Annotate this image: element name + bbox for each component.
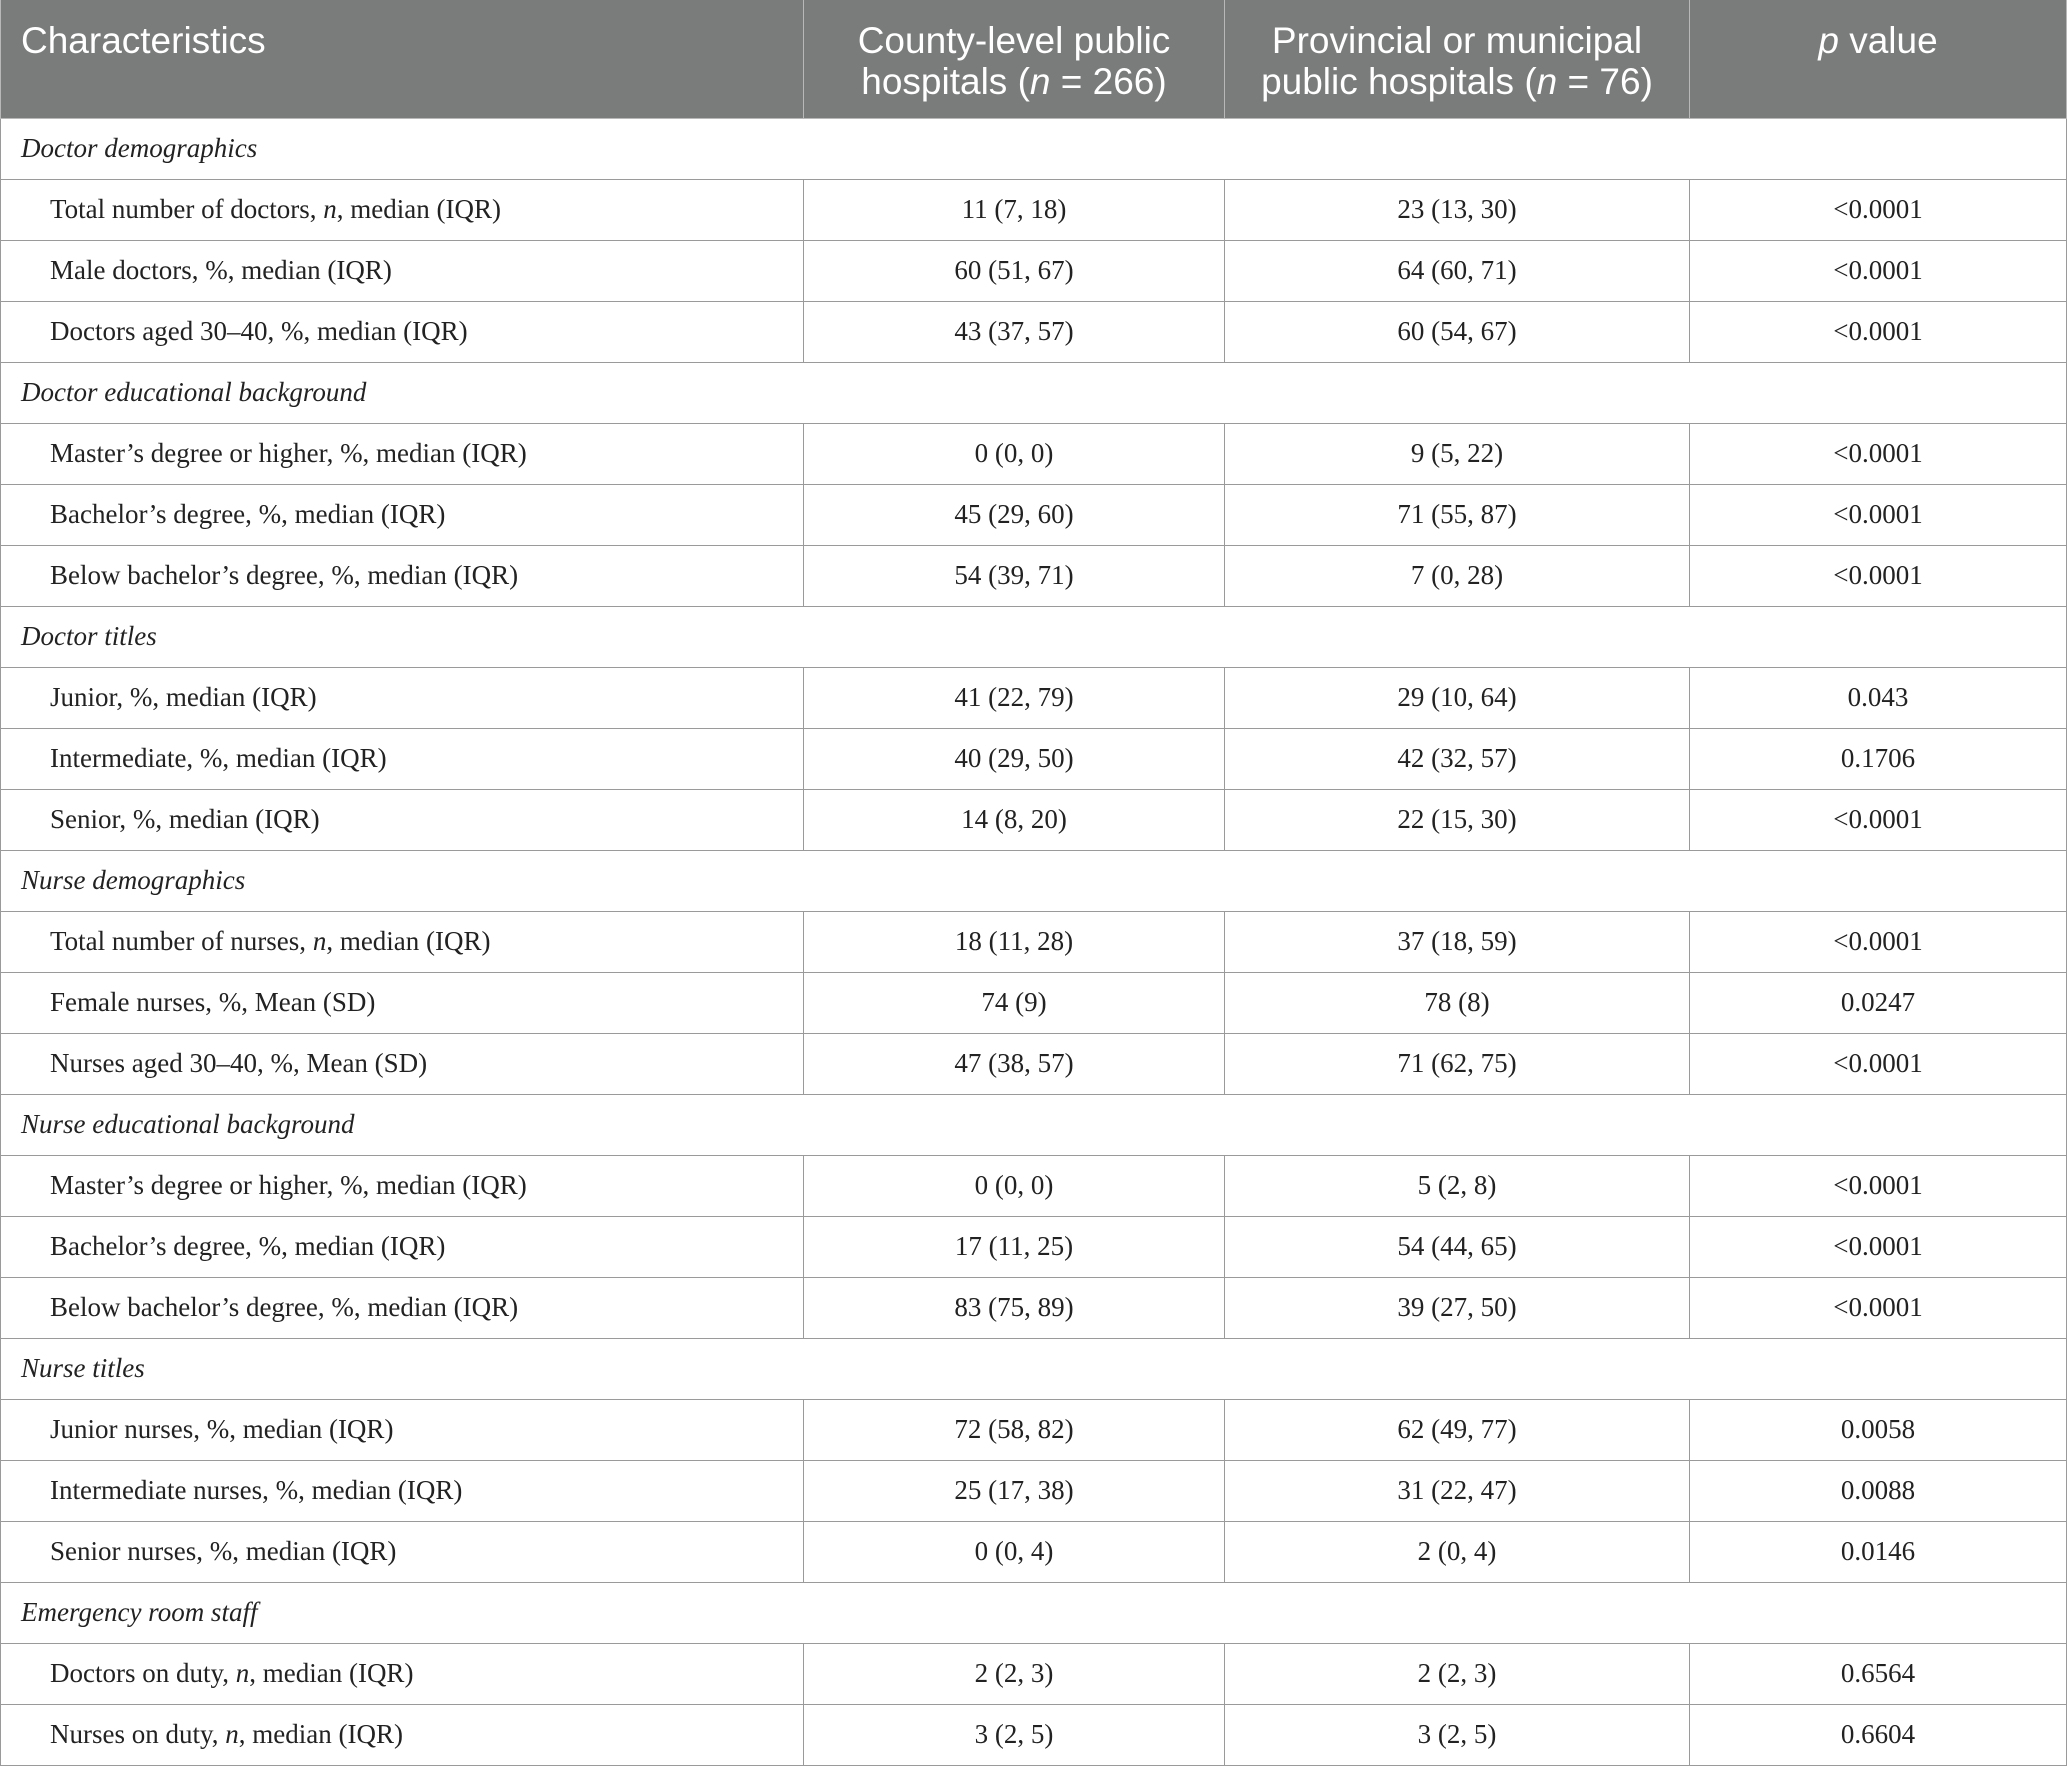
- row-label-text: Senior nurses, %, median (IQR): [50, 1536, 397, 1566]
- p-value: <0.0001: [1690, 1033, 2067, 1094]
- row-label: [1, 1216, 804, 1277]
- section-title: Nurse demographics: [1, 850, 2067, 911]
- county-value: 40 (29, 50): [804, 728, 1225, 789]
- county-value: 60 (51, 67): [804, 240, 1225, 301]
- p-value: <0.0001: [1690, 240, 2067, 301]
- p-value: 0.043: [1690, 667, 2067, 728]
- row-label-italic: n: [312, 926, 327, 956]
- table-row: [1, 789, 2067, 850]
- section-row: [1, 118, 2067, 179]
- section-title: Doctor educational background: [1, 362, 2067, 423]
- county-value: 54 (39, 71): [804, 545, 1225, 606]
- row-label-text: Junior, %, median (IQR): [50, 682, 317, 712]
- provincial-value: 5 (2, 8): [1225, 1155, 1690, 1216]
- provincial-value: 2 (2, 3): [1225, 1643, 1690, 1704]
- row-label-suffix: , median (IQR): [326, 926, 491, 956]
- county-value: 2 (2, 3): [804, 1643, 1225, 1704]
- section-row: [1, 362, 2067, 423]
- p-value: <0.0001: [1690, 545, 2067, 606]
- table-row: [1, 423, 2067, 484]
- row-label-text: Master’s degree or higher, %, median (IQR): [50, 1170, 527, 1200]
- county-value: 3 (2, 5): [804, 1704, 1225, 1765]
- row-label-text: Senior, %, median (IQR): [50, 804, 320, 834]
- row-label: [1, 728, 804, 789]
- section-row: [1, 850, 2067, 911]
- section-row: [1, 1094, 2067, 1155]
- row-label-text: Intermediate nurses, %, median (IQR): [50, 1475, 463, 1505]
- p-value: 0.6564: [1690, 1643, 2067, 1704]
- row-label-text: Junior nurses, %, median (IQR): [50, 1414, 394, 1444]
- row-label-text: Bachelor’s degree, %, median (IQR): [50, 1231, 446, 1261]
- county-value: 0 (0, 4): [804, 1521, 1225, 1582]
- row-label-text: Master’s degree or higher, %, median (IQR): [50, 438, 527, 468]
- county-value: 0 (0, 0): [804, 1155, 1225, 1216]
- row-label: [1, 484, 804, 545]
- row-label: [1, 667, 804, 728]
- row-label-italic: n: [235, 1658, 250, 1688]
- row-label-italic: n: [323, 194, 337, 224]
- county-value: 47 (38, 57): [804, 1033, 1225, 1094]
- row-label: [1, 423, 804, 484]
- section-row: [1, 1582, 2067, 1643]
- row-label: [1, 911, 804, 972]
- row-label-text: Female nurses, %, Mean (SD): [50, 987, 376, 1017]
- row-label-text: Below bachelor’s degree, %, median (IQR): [50, 1292, 519, 1322]
- p-value: <0.0001: [1690, 1216, 2067, 1277]
- table-row: [1, 667, 2067, 728]
- row-label: [1, 179, 804, 240]
- header-characteristics: Characteristics: [1, 0, 804, 118]
- row-label: [1, 1399, 804, 1460]
- table-header: [1, 0, 2067, 118]
- provincial-value: 7 (0, 28): [1225, 545, 1690, 606]
- provincial-value: 3 (2, 5): [1225, 1704, 1690, 1765]
- county-value: 25 (17, 38): [804, 1460, 1225, 1521]
- provincial-value: 22 (15, 30): [1225, 789, 1690, 850]
- table-row: [1, 484, 2067, 545]
- provincial-value: 23 (13, 30): [1225, 179, 1690, 240]
- provincial-value: 39 (27, 50): [1225, 1277, 1690, 1338]
- table-row: [1, 1033, 2067, 1094]
- p-value: <0.0001: [1690, 423, 2067, 484]
- section-row: [1, 606, 2067, 667]
- p-value: <0.0001: [1690, 301, 2067, 362]
- table-row: [1, 179, 2067, 240]
- county-value: 18 (11, 28): [804, 911, 1225, 972]
- row-label: [1, 1460, 804, 1521]
- table-body: [1, 118, 2067, 1765]
- table-row: [1, 545, 2067, 606]
- provincial-value: 29 (10, 64): [1225, 667, 1690, 728]
- row-label: [1, 972, 804, 1033]
- county-value: 45 (29, 60): [804, 484, 1225, 545]
- section-title: Nurse educational background: [1, 1094, 2067, 1155]
- row-label: [1, 1521, 804, 1582]
- p-value: 0.0247: [1690, 972, 2067, 1033]
- p-value: <0.0001: [1690, 911, 2067, 972]
- row-label: [1, 545, 804, 606]
- table-row: [1, 728, 2067, 789]
- county-value: 83 (75, 89): [804, 1277, 1225, 1338]
- county-value: 72 (58, 82): [804, 1399, 1225, 1460]
- provincial-value: 42 (32, 57): [1225, 728, 1690, 789]
- row-label-text: Nurses on duty,: [50, 1719, 226, 1749]
- table-row: [1, 240, 2067, 301]
- county-value: 0 (0, 0): [804, 423, 1225, 484]
- p-value: 0.6604: [1690, 1704, 2067, 1765]
- p-value: <0.0001: [1690, 1277, 2067, 1338]
- row-label-text: Below bachelor’s degree, %, median (IQR): [50, 560, 519, 590]
- row-label: [1, 789, 804, 850]
- county-value: 14 (8, 20): [804, 789, 1225, 850]
- row-label-text: Bachelor’s degree, %, median (IQR): [50, 499, 446, 529]
- section-row: [1, 1338, 2067, 1399]
- table-row: [1, 1643, 2067, 1704]
- provincial-value: 54 (44, 65): [1225, 1216, 1690, 1277]
- provincial-value: 60 (54, 67): [1225, 301, 1690, 362]
- p-value: <0.0001: [1690, 484, 2067, 545]
- table-row: [1, 972, 2067, 1033]
- p-value: <0.0001: [1690, 789, 2067, 850]
- provincial-value: 71 (62, 75): [1225, 1033, 1690, 1094]
- section-title: Doctor demographics: [1, 118, 2067, 179]
- row-label-text: Doctors on duty,: [50, 1658, 236, 1688]
- header-county-hospitals: County-level public hospitals (n = 266): [804, 0, 1225, 118]
- provincial-value: 71 (55, 87): [1225, 484, 1690, 545]
- row-label-text: Male doctors, %, median (IQR): [50, 255, 392, 285]
- row-label-text: Total number of doctors,: [50, 194, 324, 224]
- provincial-value: 64 (60, 71): [1225, 240, 1690, 301]
- provincial-value: 9 (5, 22): [1225, 423, 1690, 484]
- table-row: [1, 1277, 2067, 1338]
- row-label-text: Total number of nurses,: [50, 926, 313, 956]
- p-value: 0.0058: [1690, 1399, 2067, 1460]
- row-label: [1, 301, 804, 362]
- table-row: [1, 1521, 2067, 1582]
- provincial-value: 37 (18, 59): [1225, 911, 1690, 972]
- table-row: [1, 1704, 2067, 1765]
- table-row: [1, 1399, 2067, 1460]
- county-value: 11 (7, 18): [804, 179, 1225, 240]
- table-row: [1, 1155, 2067, 1216]
- row-label-suffix: , median (IQR): [336, 194, 501, 224]
- p-value: 0.0088: [1690, 1460, 2067, 1521]
- p-value: <0.0001: [1690, 179, 2067, 240]
- row-label: [1, 1704, 804, 1765]
- section-title: Emergency room staff: [1, 1582, 2067, 1643]
- p-value: 0.0146: [1690, 1521, 2067, 1582]
- row-label-text: Nurses aged 30–40, %, Mean (SD): [50, 1048, 428, 1078]
- row-label-text: Intermediate, %, median (IQR): [50, 743, 387, 773]
- row-label-text: Doctors aged 30–40, %, median (IQR): [50, 316, 468, 346]
- row-label-suffix: , median (IQR): [249, 1658, 414, 1688]
- county-value: 43 (37, 57): [804, 301, 1225, 362]
- row-label: [1, 1033, 804, 1094]
- header-p-value: p value: [1690, 0, 2067, 118]
- county-value: 74 (9): [804, 972, 1225, 1033]
- row-label-italic: n: [225, 1719, 239, 1749]
- p-value: <0.0001: [1690, 1155, 2067, 1216]
- row-label-suffix: , median (IQR): [238, 1719, 403, 1749]
- table-row: [1, 1216, 2067, 1277]
- table-row: [1, 301, 2067, 362]
- county-value: 17 (11, 25): [804, 1216, 1225, 1277]
- provincial-value: 2 (0, 4): [1225, 1521, 1690, 1582]
- provincial-value: 62 (49, 77): [1225, 1399, 1690, 1460]
- p-value: 0.1706: [1690, 728, 2067, 789]
- row-label: [1, 1643, 804, 1704]
- section-title: Nurse titles: [1, 1338, 2067, 1399]
- county-value: 41 (22, 79): [804, 667, 1225, 728]
- row-label: [1, 1155, 804, 1216]
- header-provincial-hospitals: Provincial or municipal public hospitals (n = 76): [1225, 0, 1690, 118]
- table-row: [1, 911, 2067, 972]
- row-label: [1, 1277, 804, 1338]
- provincial-value: 31 (22, 47): [1225, 1460, 1690, 1521]
- table-row: [1, 1460, 2067, 1521]
- provincial-value: 78 (8): [1225, 972, 1690, 1033]
- section-title: Doctor titles: [1, 606, 2067, 667]
- row-label: [1, 240, 804, 301]
